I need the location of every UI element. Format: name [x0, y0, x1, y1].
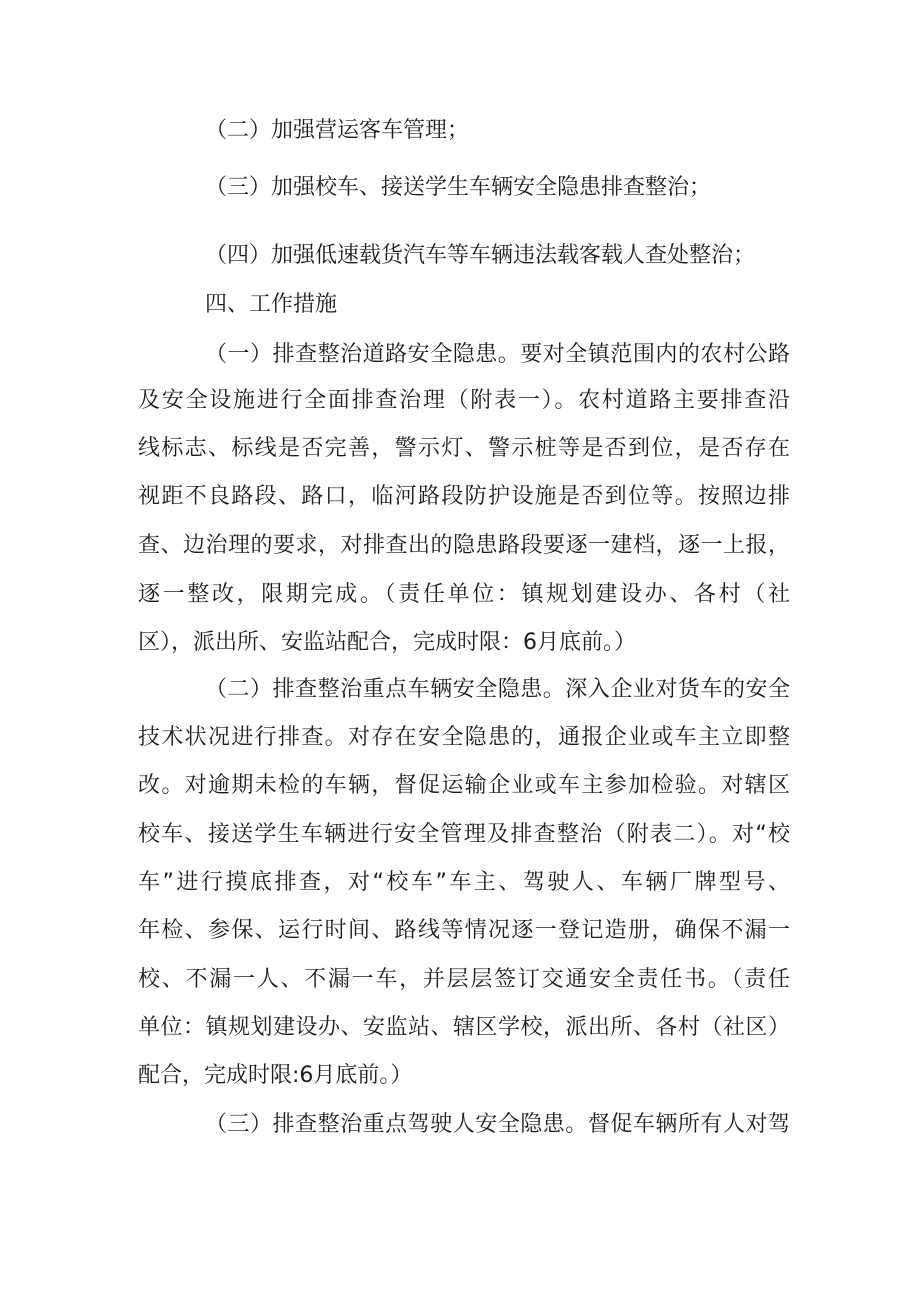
list-item-3: （三）加强校车、接送学生车辆安全隐患排查整治；: [205, 175, 712, 200]
section-heading-work-measures: 四、工作措施: [205, 292, 338, 317]
list-item-2: （二）加强营运客车管理；: [205, 118, 470, 143]
paragraph-1-line-5: 查、边治理的要求，对排查出的隐患路段要逐一建档，逐一上报，: [138, 533, 790, 558]
paragraph-2-line-2: 技术状况进行排查。对存在安全隐患的，通报企业或车主立即整: [138, 725, 790, 750]
paragraph-2-line-5: 车”进行摸底排查，对“校车”车主、驾驶人、车辆厂牌型号、: [138, 870, 790, 895]
paragraph-1-line-2: 及安全设施进行全面排查治理（附表一）。农村道路主要排查沿: [138, 388, 790, 413]
paragraph-2-line-8: 单位：镇规划建设办、安监站、辖区学校，派出所、各村（社区）: [138, 1015, 790, 1040]
paragraph-2-line-9: 配合，完成时限:6月底前。）: [138, 1063, 413, 1088]
paragraph-2-line-4: 校车、接送学生车辆进行安全管理及排查整治（附表二）。对“校: [138, 822, 790, 847]
paragraph-1-line-4: 视距不良路段、路口，临河路段防护设施是否到位等。按照边排: [138, 484, 790, 509]
paragraph-2-line-6: 年检、参保、运行时间、路线等情况逐一登记造册，确保不漏一: [138, 918, 790, 943]
paragraph-2-line-1: （二）排查整治重点车辆安全隐患。深入企业对货车的安全: [205, 677, 790, 702]
list-item-4: （四）加强低速载货汽车等车辆违法载客载人查处整治；: [205, 243, 756, 268]
paragraph-3-line-1: （三）排查整治重点驾驶人安全隐患。督促车辆所有人对驾: [205, 1112, 790, 1137]
paragraph-1-line-3: 线标志、标线是否完善，警示灯、警示桩等是否到位，是否存在: [138, 436, 790, 461]
paragraph-1-line-1: （一）排查整治道路安全隐患。要对全镇范围内的农村公路: [205, 342, 790, 367]
paragraph-1-line-7: 区），派出所、安监站配合，完成时限：6月底前。）: [138, 630, 636, 655]
paragraph-1-line-6: 逐一整改，限期完成。（责任单位：镇规划建设办、各村（社: [138, 582, 790, 607]
paragraph-2-line-3: 改。对逾期未检的车辆，督促运输企业或车主参加检验。对辖区: [138, 773, 790, 798]
paragraph-2-line-7: 校、不漏一人、不漏一车，并层层签订交通安全责任书。（责任: [138, 967, 790, 992]
